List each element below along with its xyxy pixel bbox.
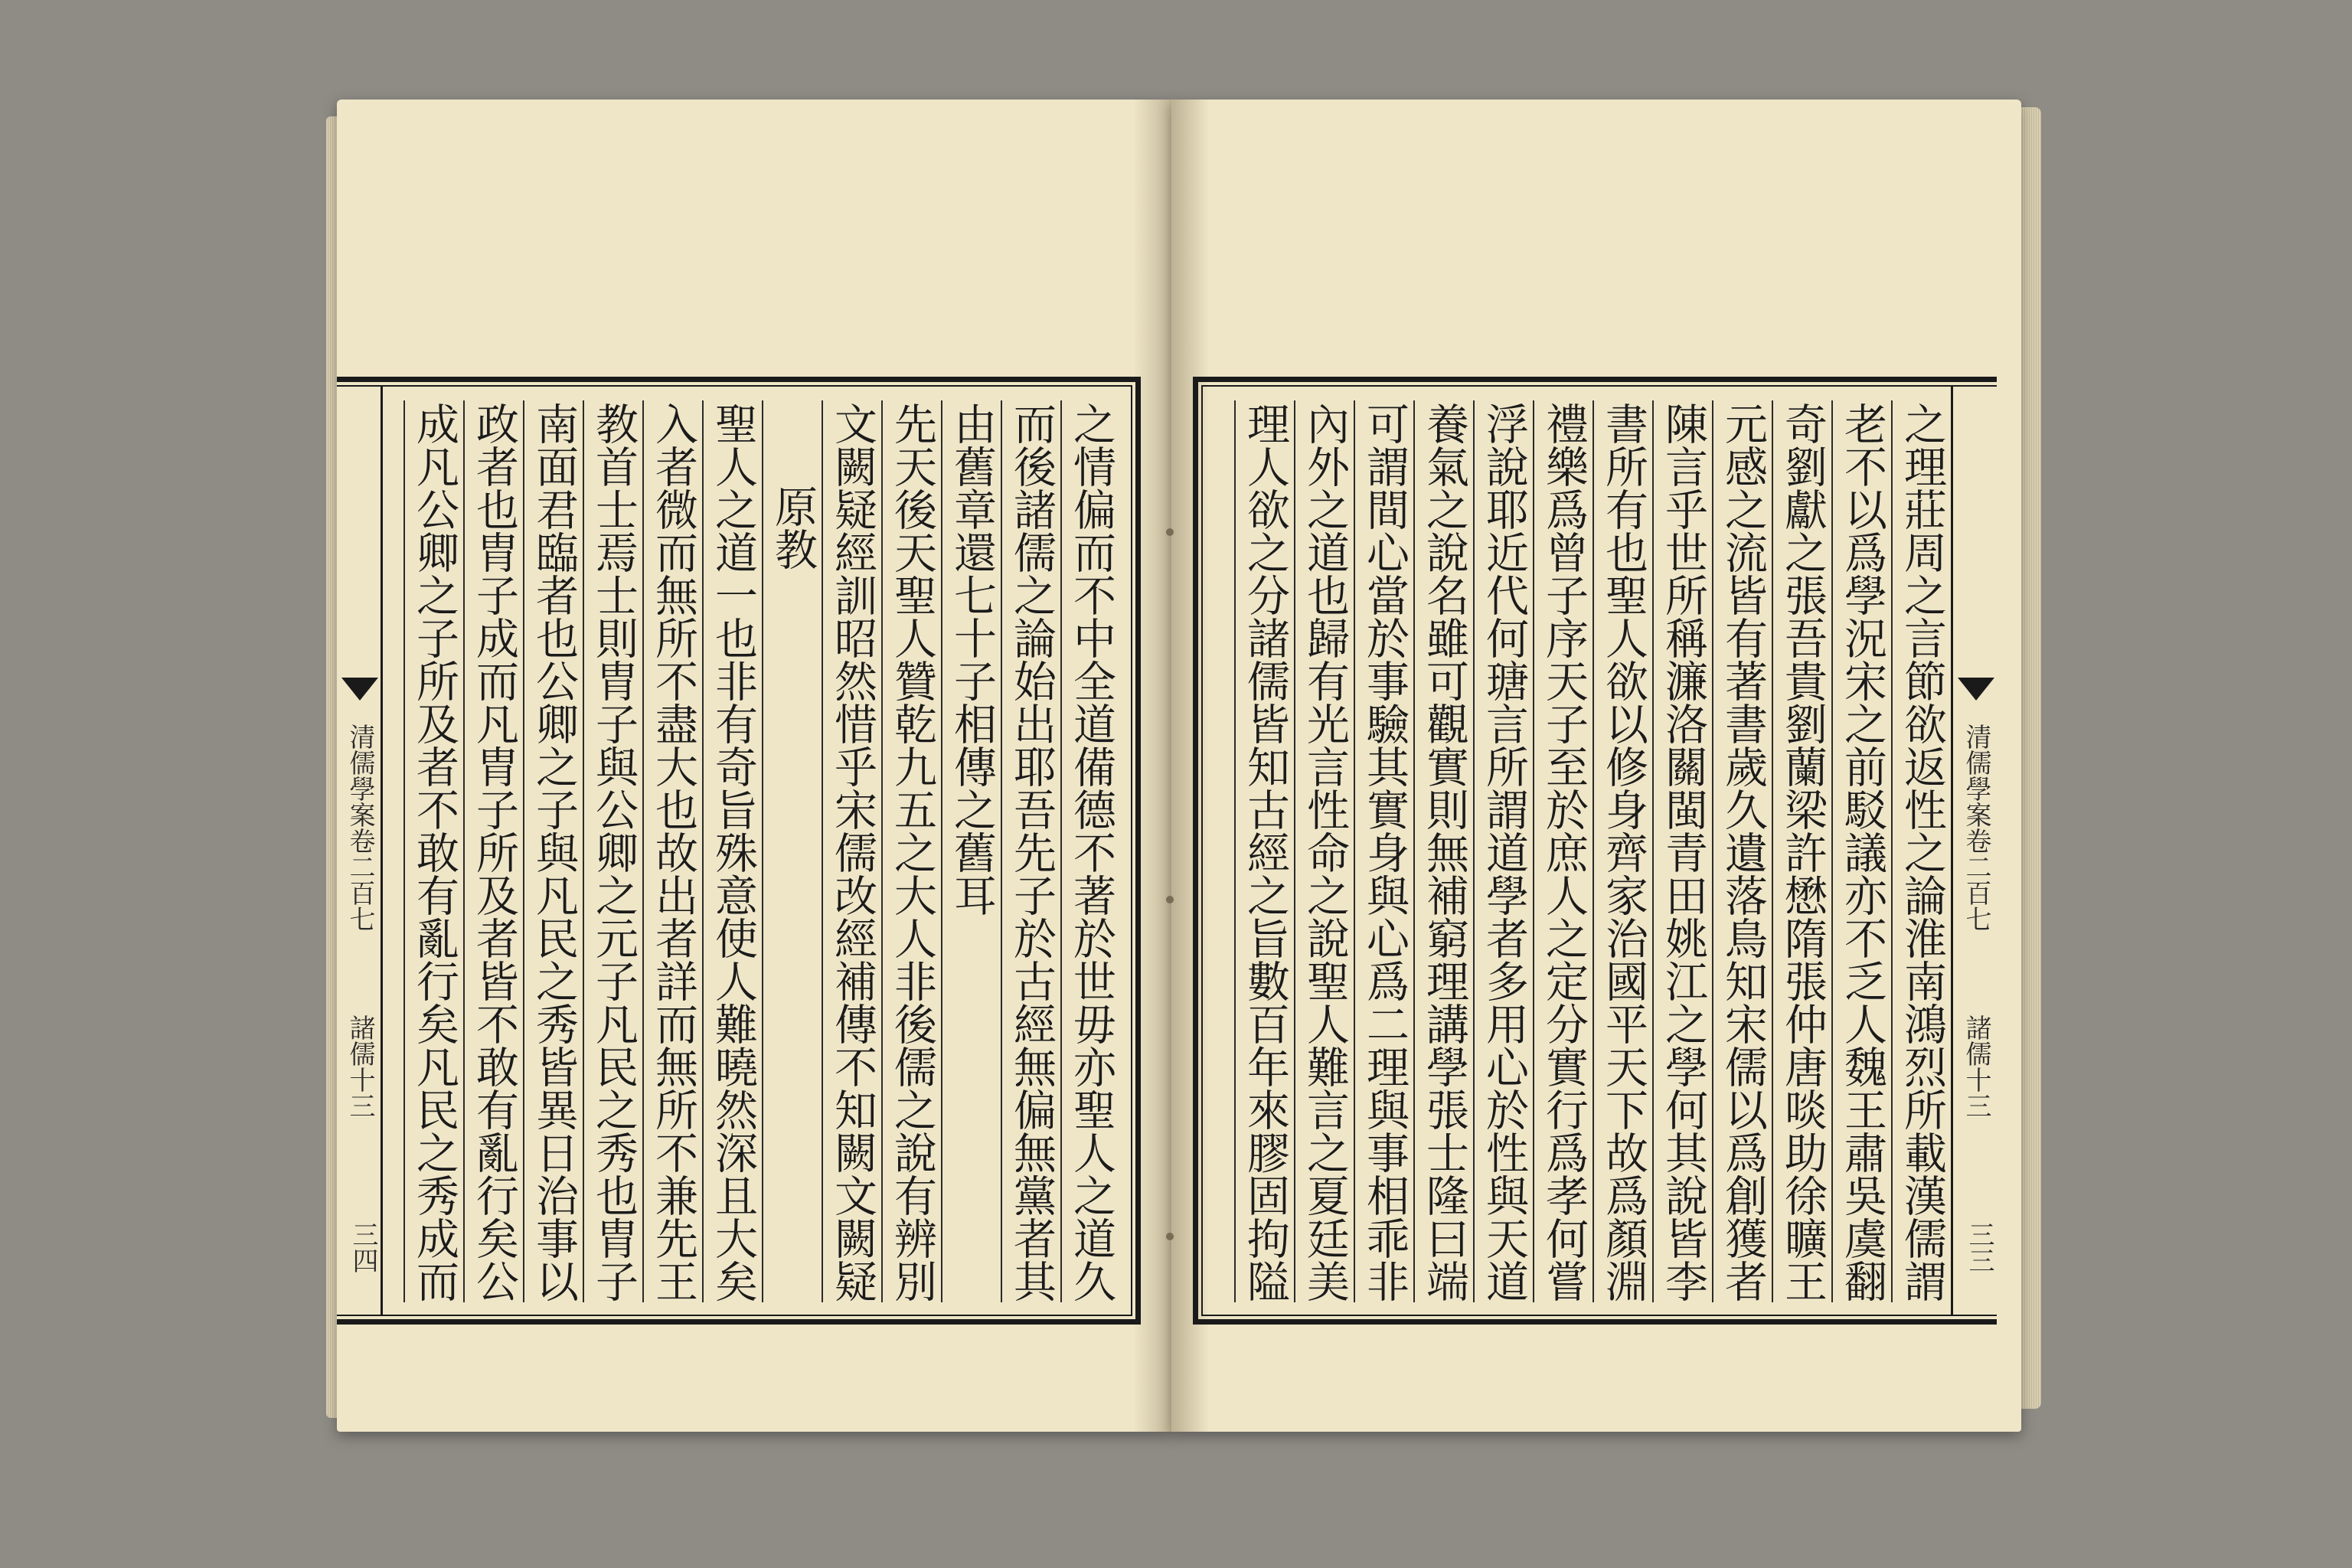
page-number: 三三 — [1964, 1221, 1994, 1273]
text-column: 先天後天聖人贊乾九五之大人非後儒之說有辨別 — [881, 400, 941, 1302]
text-column: 老不以爲學況宋之前駁議亦不乏人魏王肅吳虞翻 — [1831, 400, 1891, 1302]
banner-title: 清儒學案卷二百七 — [345, 724, 375, 932]
binding-stitch — [1166, 1233, 1174, 1240]
open-book — [337, 100, 2021, 1462]
fish-tail-mark — [1958, 678, 1994, 701]
text-column: 養氣之說名雖可觀實則無補窮理講學張士隆曰端 — [1413, 400, 1473, 1302]
text-column: 可謂間心當於事驗其實身與心爲二理與事相乖非 — [1354, 400, 1413, 1302]
text-column: 入者微而無所不盡大也故出者詳而無所不兼先王 — [642, 400, 702, 1302]
banner-title: 清儒學案卷二百七 — [1961, 724, 1991, 932]
left-banner — [337, 387, 383, 1315]
text-column: 而後諸儒之論始出耶吾先子於古經無偏無黨者其 — [1001, 400, 1060, 1302]
text-column: 浮說耶近代何瑭言所謂道學者多用心於性與天道 — [1473, 400, 1533, 1302]
text-column: 奇劉獻之張吾貴劉蘭梁許懋隋張仲唐啖助徐曠王 — [1772, 400, 1831, 1302]
text-column: 內外之道也歸有光言性命之說聖人難言之夏廷美 — [1294, 400, 1354, 1302]
text-column: 元感之流皆有著書歲久遺落鳥知宋儒以爲創獲者 — [1712, 400, 1772, 1302]
text-column: 政者也胄子成而凡胄子所及者皆不敢有亂行矣公 — [463, 400, 523, 1302]
binding-stitch — [1166, 896, 1174, 903]
right-frame-inner — [1201, 385, 1997, 1316]
text-column: 聖人之道一也非有奇旨殊意使人難曉然深且大矣 — [702, 400, 762, 1302]
fish-tail-mark — [341, 678, 378, 701]
page-number: 三四 — [348, 1221, 378, 1273]
text-column: 陳言乎世所稱濂洛關閩青田姚江之學何其說皆李 — [1652, 400, 1712, 1302]
banner-section: 諸儒十三 — [345, 1014, 375, 1119]
left-text-frame — [337, 377, 1141, 1325]
text-column: 禮樂爲曾子序天子至於庶人之定分實行爲孝何嘗 — [1533, 400, 1592, 1302]
binding-stitch — [1166, 528, 1174, 536]
right-banner — [1951, 387, 1997, 1315]
text-column: 書所有也聖人欲以修身齊家治國平天下故爲顏淵 — [1592, 400, 1652, 1302]
text-column: 之情偏而不中全道備德不著於世毋亦聖人之道久 — [1060, 400, 1120, 1302]
left-frame-inner — [337, 385, 1132, 1316]
section-heading: 原教 — [762, 400, 822, 1302]
text-column: 成凡公卿之子所及者不敢有亂行矣凡民之秀成而 — [403, 400, 463, 1302]
text-column: 理人欲之分諸儒皆知古經之旨數百年來膠固拘隘 — [1234, 400, 1294, 1302]
text-column: 文闕疑經訓昭然惜乎宋儒改經補傳不知闕文闕疑 — [822, 400, 881, 1302]
right-columns — [1234, 400, 1951, 1302]
banner-section: 諸儒十三 — [1961, 1014, 1991, 1119]
text-column: 由舊章還七十子相傳之舊耳 — [941, 400, 1001, 1302]
left-columns — [403, 400, 1120, 1302]
text-column: 南面君臨者也公卿之子與凡民之秀皆異日治事以 — [523, 400, 583, 1302]
text-column: 之理莊周之言節欲返性之論淮南鴻烈所載漢儒謂 — [1891, 400, 1951, 1302]
text-column: 教首士焉士則胄子與公卿之元子凡民之秀也胄子 — [583, 400, 642, 1302]
right-text-frame — [1193, 377, 1997, 1325]
